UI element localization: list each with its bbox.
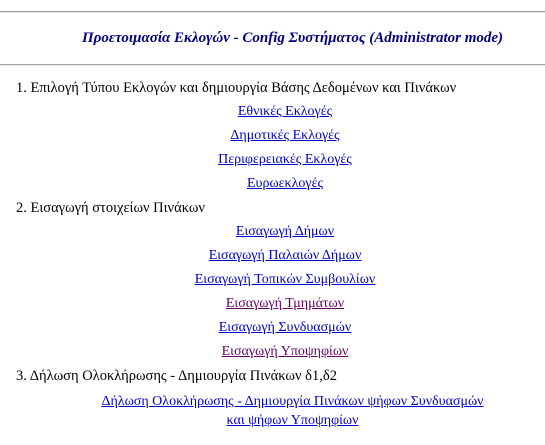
link-completion-declaration[interactable] (0, 392, 545, 430)
link-european-elections[interactable]: Ευρωεκλογές (246, 176, 323, 191)
link-import-departments[interactable]: Εισαγωγή Τμημάτων (225, 296, 345, 311)
section-2-heading: 2. Εισαγωγή στοιχείων Πινάκων (16, 200, 205, 216)
page-title: Προετοιμασία Εκλογών - Config Συστήματος (Administrator mode) (81, 30, 504, 46)
link-completion-line-1: Δήλωση Ολοκλήρωσης - Δημιουργία Πινάκων ψήφων Συνδυασμών (101, 394, 484, 409)
link-import-old-municipalities[interactable]: Εισαγωγή Παλαιών Δήμων (208, 248, 362, 263)
link-national-elections[interactable]: Εθνικές Εκλογές (237, 104, 333, 119)
link-import-local-councils[interactable]: Εισαγωγή Τοπικών Συμβουλίων (194, 272, 376, 287)
section-1-heading: 1. Επιλογή Τύπου Εκλογών και δημιουργία Βάσης Δεδομένων και Πινάκων (16, 80, 457, 96)
section-3-heading: 3. Δήλωση Ολοκλήρωσης - Δημιουργία Πινάκων δ1,δ2 (16, 368, 337, 384)
top-divider (0, 11, 545, 13)
link-import-candidates[interactable]: Εισαγωγή Υποψηφίων (221, 344, 349, 359)
link-regional-elections[interactable]: Περιφερειακές Εκλογές (218, 152, 352, 167)
link-import-coalitions[interactable]: Εισαγωγή Συνδυασμών (218, 320, 352, 335)
header-divider (0, 64, 545, 66)
link-completion-line-2: και ψήφων Υποψηφίων (226, 413, 359, 428)
link-municipal-elections[interactable]: Δημοτικές Εκλογές (230, 128, 340, 143)
link-import-municipalities[interactable]: Εισαγωγή Δήμων (235, 224, 335, 239)
